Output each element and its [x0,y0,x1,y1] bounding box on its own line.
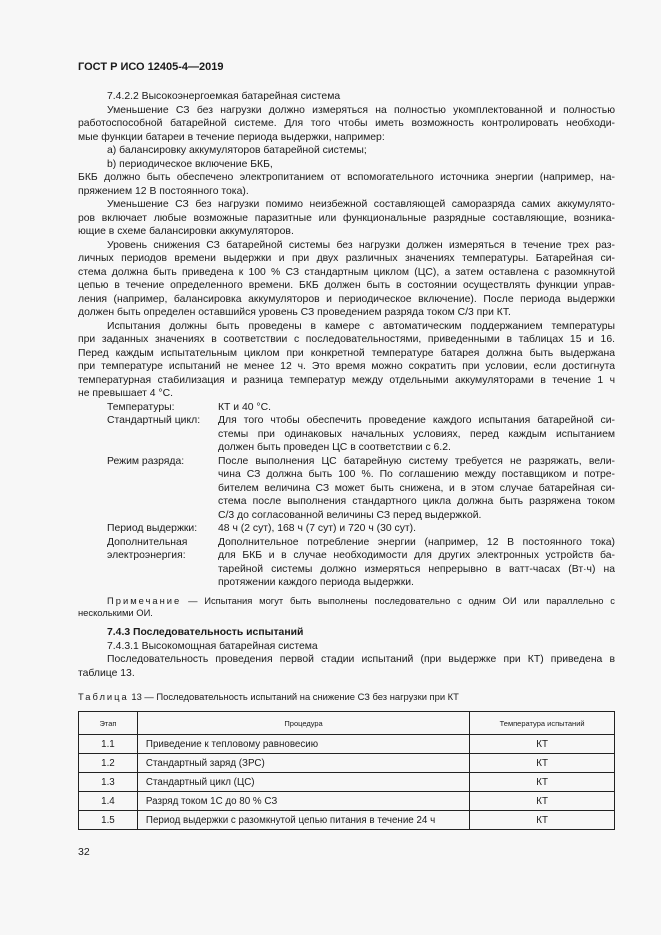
paragraph-line: при заданных значениях в соответствии с последовательностями, приведенными в таблицах 15 и 16. [78,334,615,345]
definition-label-line: Дополнительная [107,536,188,548]
section-heading: 7.4.3 Последовательность испытаний [107,627,304,638]
col-header-temperature: Температура испытаний [470,712,615,735]
definition-label-line: Температуры: [107,401,175,413]
note [78,595,615,618]
paragraph-line: работоспособной батарейной системе. Для того чтобы иметь возможность контролировать необходи- [78,118,615,129]
paragraph-line: должен быть определен оставшийся уровень СЗ проведением разряда током C/3 при КТ. [78,307,511,318]
definition-value-line: бителем величина СЗ может быть снижена, и в этом случае батарейная си- [218,482,615,494]
definition-label-line: Стандартный цикл: [107,415,201,426]
cell-temperature: КТ [470,735,615,754]
document-header: ГОСТ Р ИСО 12405-4—2019 [78,61,224,73]
definition-value-line: стемы при одинаковых начальных условиях, перед каждым испытанием [218,428,615,440]
paragraph-line: не превышает 4 °С. [78,388,173,399]
cell-procedure: Стандартный цикл (ЦС) [137,773,469,792]
paragraph-line: мые функции батареи в течение периода выдержки, например: [78,131,385,143]
definition-label [78,536,218,590]
paragraph-line: БКБ должно быть обеспечено электропитанием от вспомогательного источника энергии (например, на- [78,172,615,183]
paragraph-line: Уровень снижения СЗ батарейной системы без нагрузки должен измеряться в течение трех раз- [107,239,615,251]
table-caption [78,691,459,702]
cell-stage: 1.5 [79,811,138,830]
definition-value-line: КТ и 40 °С. [218,401,271,413]
paragraph-line: температурная стабилизация и разница температур между отдельными аккумуляторами в течение 1 ч [78,374,615,386]
cell-stage: 1.1 [79,735,138,754]
paragraph-line: Уменьшение СЗ без нагрузки должно измеряться на полностью укомплектованной и полностью [107,104,615,116]
paragraph-line: личных периодов времени выдержки и при двух различных значениях температуры. Батарейная си- [78,253,615,264]
definition-value-line: тарейной системы должно измеряться непрерывно в ватт-часах (Вт·ч) на [218,563,615,575]
definition-label-line: Период выдержки: [107,523,198,534]
definition-label-line: Режим разряда: [107,455,185,467]
section-7-4-3 [78,626,615,680]
definition-value-line: После выполнения ЦС батарейную систему требуется не разряжать, вели- [218,455,615,467]
paragraph-line: при температуре испытаний не менее 12 ч. Это время можно сократить при условии, если достигнута [78,361,615,372]
paragraph-line: ров включает любые возможные паразитные или функциональные разрядные составляющие, возника- [78,212,615,224]
table-row [79,773,615,792]
definition-value-line: должен быть проведен ЦС в соответствии с 6.2. [218,442,451,453]
definition-label [78,414,218,455]
col-header-stage: Этап [79,712,138,735]
definition-value [218,536,615,590]
table-row [79,735,615,754]
cell-procedure: Период выдержки с разомкнутой цепью питания в течение 24 ч [137,811,469,830]
cell-procedure: Стандартный заряд (ЗРС) [137,754,469,773]
definition-label [78,455,218,523]
paragraph-line: 7.4.2.2 Высокоэнергоемкая батарейная система [107,91,341,102]
paragraph-line: Последовательность проведения первой стадии испытаний (при выдержке при КТ) приведена в [107,654,615,665]
cell-temperature: КТ [470,811,615,830]
paragraph-line: ющие в схеме балансировки аккумуляторов. [78,226,294,237]
paragraph-line: Уменьшение СЗ без нагрузки помимо неизбежной составляющей саморазряда самих аккумулято- [107,199,615,210]
note-line: — Испытания могут быть выполнены последовательно с одним ОИ или параллельно с [188,595,615,606]
definition-item [78,414,615,455]
page-number: 32 [78,846,90,858]
definition-value-line: чина СЗ должна быть 100 %. По соглашению между поставщиком и потре- [218,469,615,480]
cell-procedure: Приведение к тепловому равновесию [137,735,469,754]
definition-item [78,455,615,523]
definition-value-line: стема после выполнения стандартного цикла должна быть разряжена током [218,496,615,507]
definition-value [218,401,615,415]
definition-value [218,522,615,536]
sequence-table [78,711,615,830]
definition-value-line: протяжении каждого периода выдержки. [218,577,414,588]
table-row [79,792,615,811]
definition-label [78,401,218,415]
paragraph-line: цепью в течение определенного времени. БКБ должен быть в состоянии осуществлять функции управ- [78,280,615,291]
table-caption-label: Таблица [78,691,129,702]
body-text [78,90,615,590]
definition-value-line: Дополнительное потребление энергии (например, 12 В постоянного тока) [218,536,615,548]
definition-label-line: электроэнергия: [107,550,186,561]
definition-value-line: Для того чтобы обеспечить проведение каждого испытания батарейной си- [218,415,615,426]
cell-temperature: КТ [470,792,615,811]
cell-stage: 1.2 [79,754,138,773]
note-label: Примечание [107,595,182,606]
definition-value-line: 48 ч (2 сут), 168 ч (7 сут) и 720 ч (30 сут). [218,523,417,534]
col-header-procedure: Процедура [137,712,469,735]
cell-stage: 1.3 [79,773,138,792]
definition-value-line: C/3 до согласованной величины СЗ перед выдержкой. [218,509,482,521]
cell-stage: 1.4 [79,792,138,811]
paragraph-line: b) периодическое включение БКБ, [107,158,273,170]
definition-label [78,522,218,536]
definition-item [78,401,615,415]
paragraph-line: стема должна быть приведена к 100 % СЗ стандартным циклом (ЦС), а затем оставлена с разомкнутой [78,266,615,278]
cell-temperature: КТ [470,754,615,773]
definition-value [218,414,615,455]
paragraph-line: пряжением 12 В постоянного тока). [78,185,249,197]
subsection-heading: 7.4.3.1 Высокомощная батарейная система [107,640,318,652]
paragraph-line: таблице 13. [78,667,135,679]
paragraph-line: Испытания должны быть проведены в камере с автоматическим поддержанием температуры [107,320,615,332]
paragraph-line: Перед каждым испытательным циклом при конкретной температуре батарея должна быть выдержана [78,347,615,359]
cell-procedure: Разряд током 1C до 80 % СЗ [137,792,469,811]
table-row [79,754,615,773]
paragraph-line: ления (например, балансировка аккумуляторов и периодическое включение). После периода выдержки [78,293,615,305]
definition-value-line: для БКБ и в случае необходимости для других электронных устройств ба- [218,550,615,561]
table-caption-text: 13 — Последовательность испытаний на снижение СЗ без нагрузки при КТ [131,691,459,702]
definition-item [78,522,615,536]
note-line: несколькими ОИ. [78,606,153,618]
definition-value [218,455,615,523]
paragraph-line: a) балансировку аккумуляторов батарейной системы; [107,145,367,156]
table-row [79,811,615,830]
definition-item [78,536,615,590]
cell-temperature: КТ [470,773,615,792]
